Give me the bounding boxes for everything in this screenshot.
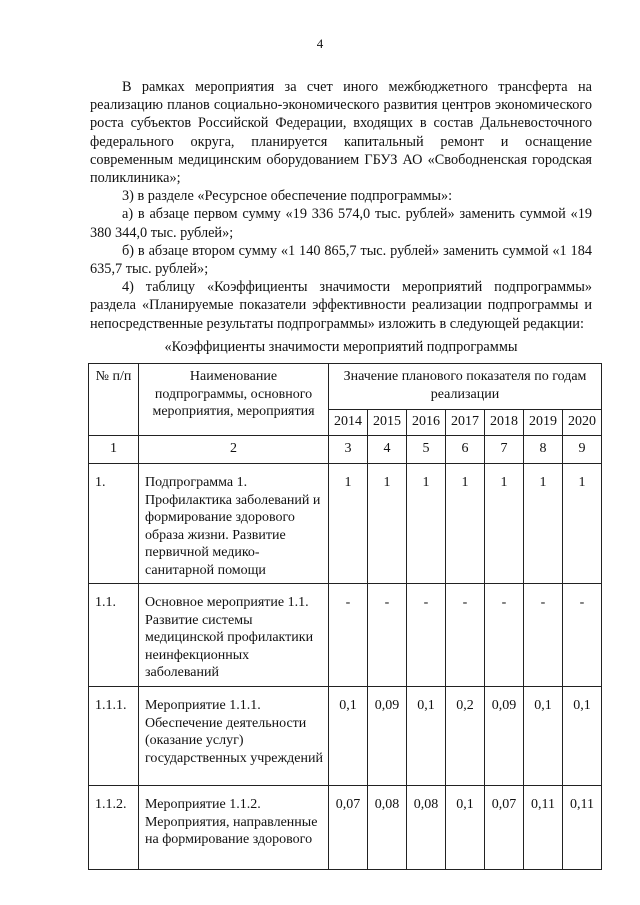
value-cell: 1 — [368, 464, 407, 584]
table-row — [89, 786, 602, 870]
column-number: 8 — [524, 436, 563, 464]
year-header: 2014 — [329, 410, 368, 436]
table-row — [89, 584, 602, 687]
paragraph: 4) таблицу «Коэффициенты значимости мероприятий подпрограммы» раздела «Планируемые показатели эффективности реализации подпрограммы и непосредственные результаты подпрограммы» изложить в следующей редакции: — [90, 279, 592, 332]
coefficients-table — [88, 363, 602, 870]
column-number: 4 — [368, 436, 407, 464]
row-number: 1.1.2. — [89, 786, 139, 870]
table-row — [89, 687, 602, 786]
column-number: 3 — [329, 436, 368, 464]
value-cell: 0,1 — [329, 687, 368, 786]
header-name: Наименование подпрограммы, основного мероприятия, мероприятия — [139, 364, 329, 436]
paragraph: а) в абзаце первом сумму «19 336 574,0 тыс. рублей» заменить суммой «19 380 344,0 тыс. рублей»; — [90, 206, 592, 241]
value-cell: 0,09 — [368, 687, 407, 786]
value-cell: 0,1 — [524, 687, 563, 786]
value-cell: - — [485, 584, 524, 687]
document-body — [90, 78, 592, 333]
row-name: Подпрограмма 1. Профилактика заболеваний и формирование здорового образа жизни. Развитие первичной медико-санитарной помощи — [139, 464, 329, 584]
value-cell: - — [446, 584, 485, 687]
value-cell: 0,2 — [446, 687, 485, 786]
table-row — [89, 464, 602, 584]
page-number: 4 — [316, 36, 324, 51]
value-cell: 1 — [485, 464, 524, 584]
year-header: 2015 — [368, 410, 407, 436]
year-header: 2020 — [563, 410, 602, 436]
header-num: № п/п — [89, 364, 139, 436]
row-name: Основное мероприятие 1.1. Развитие системы медицинской профилактики неинфекционных заболеваний — [139, 584, 329, 687]
row-number: 1. — [89, 464, 139, 584]
value-cell: 0,09 — [485, 687, 524, 786]
row-number: 1.1.1. — [89, 687, 139, 786]
value-cell: 0,11 — [563, 786, 602, 870]
column-number: 1 — [89, 436, 139, 464]
value-cell: - — [407, 584, 446, 687]
value-cell: - — [524, 584, 563, 687]
column-number: 2 — [139, 436, 329, 464]
value-cell: - — [368, 584, 407, 687]
row-number: 1.1. — [89, 584, 139, 687]
value-cell: 0,1 — [563, 687, 602, 786]
value-cell: 0,07 — [485, 786, 524, 870]
paragraph: б) в абзаце втором сумму «1 140 865,7 тыс. рублей» заменить суммой «1 184 635,7 тыс. рублей»; — [90, 242, 592, 278]
value-cell: 1 — [407, 464, 446, 584]
row-name: Мероприятие 1.1.1. Обеспечение деятельности (оказание услуг) государственных учреждений — [139, 687, 329, 786]
header-values: Значение планового показателя по годам реализации — [329, 364, 602, 410]
value-cell: 1 — [446, 464, 485, 584]
value-cell: 0,08 — [407, 786, 446, 870]
column-number: 7 — [485, 436, 524, 464]
value-cell: 1 — [563, 464, 602, 584]
value-cell: 0,1 — [446, 786, 485, 870]
column-number: 9 — [563, 436, 602, 464]
year-header: 2017 — [446, 410, 485, 436]
column-number: 5 — [407, 436, 446, 464]
value-cell: 0,07 — [329, 786, 368, 870]
value-cell: 0,11 — [524, 786, 563, 870]
value-cell: 1 — [329, 464, 368, 584]
year-header: 2019 — [524, 410, 563, 436]
year-header: 2016 — [407, 410, 446, 436]
year-header: 2018 — [485, 410, 524, 436]
column-number: 6 — [446, 436, 485, 464]
value-cell: 0,1 — [407, 687, 446, 786]
value-cell: - — [563, 584, 602, 687]
paragraph: В рамках мероприятия за счет иного межбюджетного трансферта на реализацию планов социально-экономического развития центров экономического роста субъектов Российской Федерации, входящих в состав Дальневосточного федерального округа, планируется капитальный ремонт и оснащение современным медицинским оборудованием ГБУЗ АО «Свободненская городская поликлиника»; — [90, 79, 592, 187]
paragraph: 3) в разделе «Ресурсное обеспечение подпрограммы»: — [122, 188, 453, 205]
value-cell: 1 — [524, 464, 563, 584]
value-cell: - — [329, 584, 368, 687]
value-cell: 0,08 — [368, 786, 407, 870]
table-caption: «Коэффициенты значимости мероприятий подпрограммы — [164, 339, 518, 355]
row-name: Мероприятие 1.1.2. Мероприятия, направленные на формирование здорового — [139, 786, 329, 870]
